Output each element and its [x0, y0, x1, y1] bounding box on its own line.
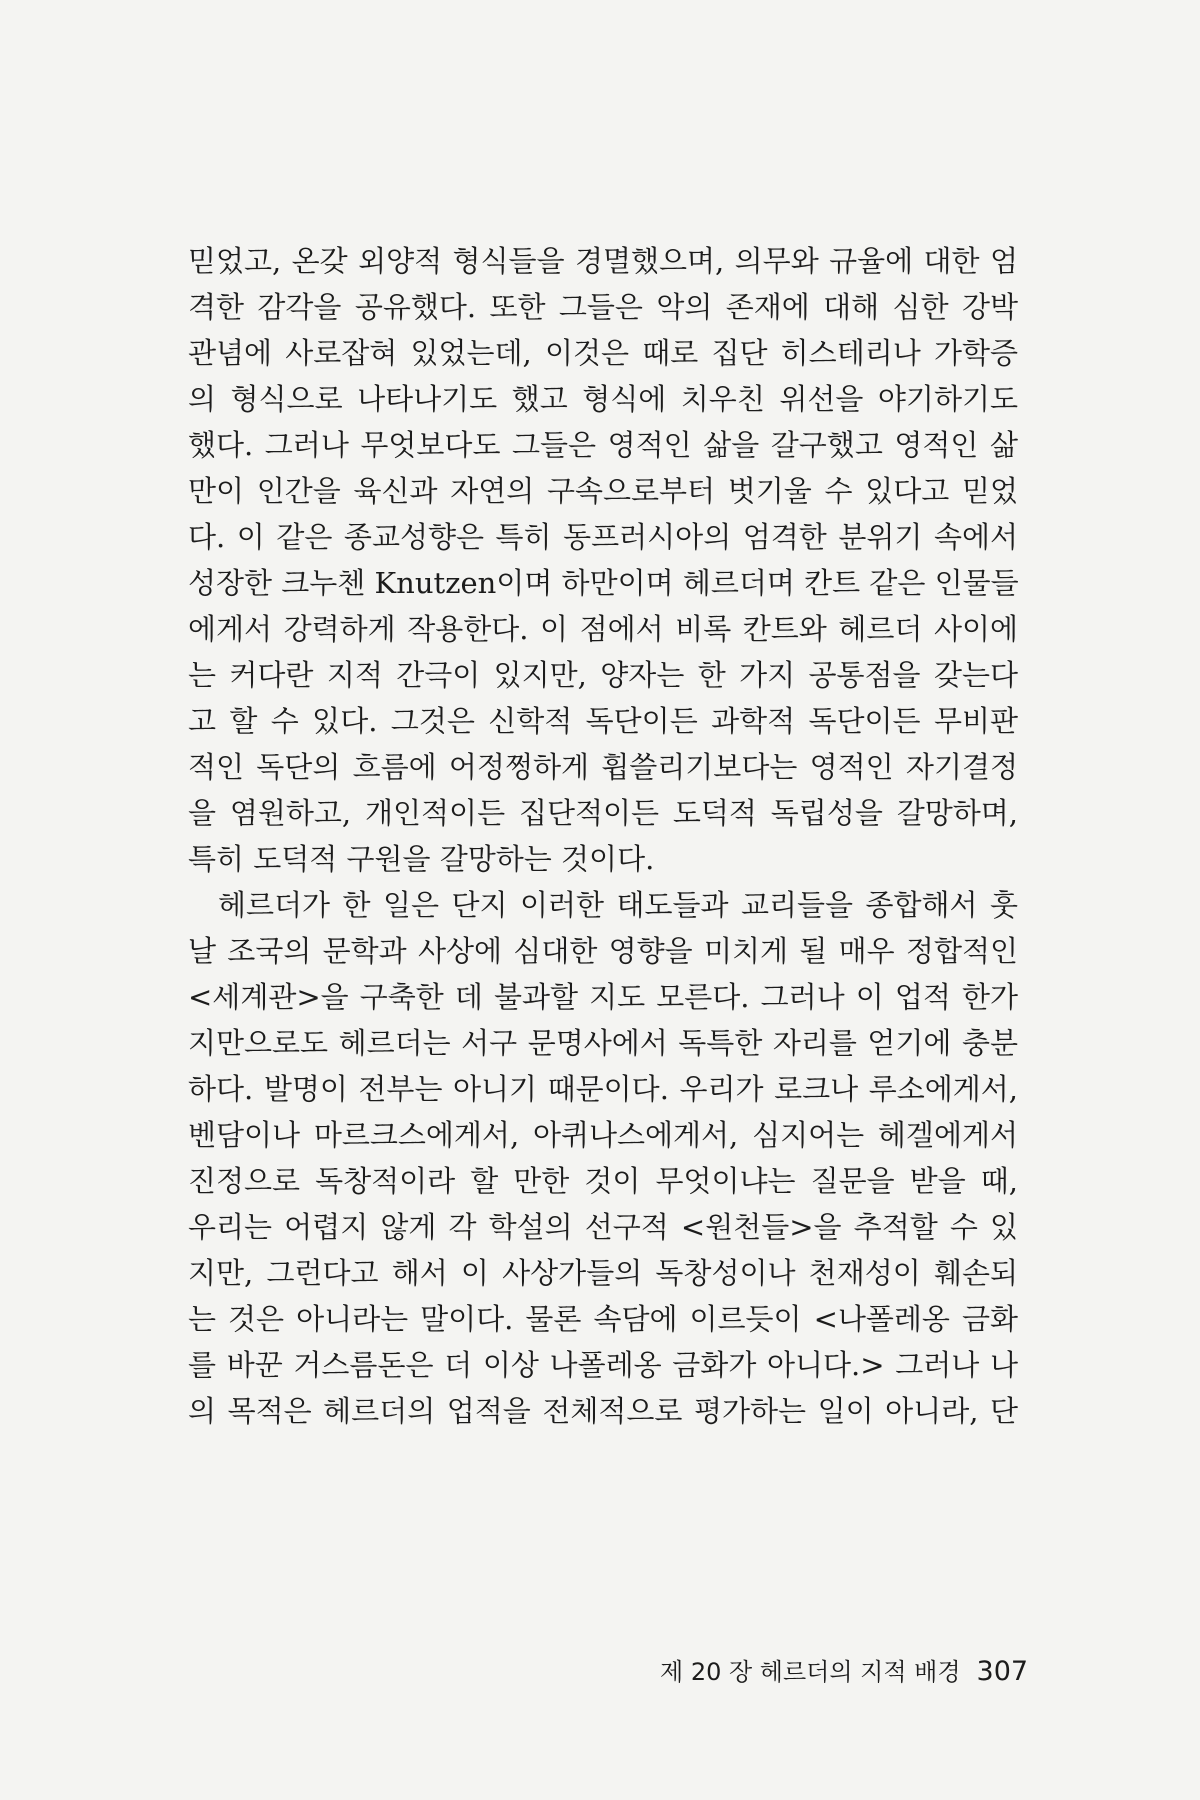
- text-line: 관념에 사로잡혀 있었는데, 이것은 때로 집단 히스테리나 가학증: [188, 336, 1018, 370]
- text-line: 지만, 그런다고 해서 이 사상가들의 독창성이나 천재성이 훼손되: [188, 1256, 1018, 1290]
- text-line: 를 바꾼 거스름돈은 더 이상 나폴레옹 금화가 아니다.> 그러나 나: [188, 1348, 1018, 1382]
- text-line: 지만으로도 헤르더는 서구 문명사에서 독특한 자리를 얻기에 충분: [188, 1026, 1018, 1060]
- text-line: 만이 인간을 육신과 자연의 구속으로부터 벗기울 수 있다고 믿었: [188, 474, 1018, 508]
- page-footer: [660, 1652, 1029, 1687]
- text-line: 특히 도덕적 구원을 갈망하는 것이다.: [188, 842, 655, 876]
- paragraph: [188, 238, 1018, 882]
- text-line: 격한 감각을 공유했다. 또한 그들은 악의 존재에 대해 심한 강박: [188, 290, 1018, 324]
- text-line: <세계관>을 구축한 데 불과할 지도 모른다. 그러나 이 업적 한가: [188, 980, 1018, 1014]
- text-line: 하다. 발명이 전부는 아니기 때문이다. 우리가 로크나 루소에게서,: [188, 1072, 1018, 1106]
- text-line: 했다. 그러나 무엇보다도 그들은 영적인 삶을 갈구했고 영적인 삶: [188, 428, 1018, 462]
- text-line: 진정으로 독창적이라 할 만한 것이 무엇이냐는 질문을 받을 때,: [188, 1164, 1018, 1198]
- text-line: 우리는 어렵지 않게 각 학설의 선구적 <원천들>을 추적할 수 있: [188, 1210, 1018, 1244]
- text-line: 다. 이 같은 종교성향은 특히 동프러시아의 엄격한 분위기 속에서: [188, 520, 1018, 554]
- running-head: 제 20 장 헤르더의 지적 배경: [660, 1658, 961, 1686]
- text-line: 고 할 수 있다. 그것은 신학적 독단이든 과학적 독단이든 무비판: [188, 704, 1018, 738]
- paragraph: [188, 882, 1018, 1434]
- text-line: 적인 독단의 흐름에 어정쩡하게 휩쓸리기보다는 영적인 자기결정: [188, 750, 1018, 784]
- text-line: 벤담이나 마르크스에게서, 아퀴나스에게서, 심지어는 헤겔에게서: [188, 1118, 1018, 1152]
- text-line: 에게서 강력하게 작용한다. 이 점에서 비록 칸트와 헤르더 사이에: [188, 612, 1018, 646]
- text-line: 을 염원하고, 개인적이든 집단적이든 도덕적 독립성을 갈망하며,: [188, 796, 1018, 830]
- text-line: 날 조국의 문학과 사상에 심대한 영향을 미치게 될 매우 정합적인: [188, 934, 1018, 968]
- text-line: 헤르더가 한 일은 단지 이러한 태도들과 교리들을 종합해서 훗: [218, 888, 1018, 922]
- text-line: 의 형식으로 나타나기도 했고 형식에 치우친 위선을 야기하기도: [188, 382, 1018, 416]
- page-number: 307: [976, 1656, 1029, 1687]
- text-line: 는 커다란 지적 간극이 있지만, 양자는 한 가지 공통점을 갖는다: [188, 658, 1018, 692]
- text-line: 성장한 크누첸 Knutzen이며 하만이며 헤르더며 칸트 같은 인물들: [188, 566, 1019, 600]
- text-line: 의 목적은 헤르더의 업적을 전체적으로 평가하는 일이 아니라, 단: [188, 1394, 1018, 1428]
- body-text: [188, 238, 1018, 1434]
- text-line: 믿었고, 온갖 외양적 형식들을 경멸했으며, 의무와 규율에 대한 엄: [188, 244, 1018, 278]
- text-line: 는 것은 아니라는 말이다. 물론 속담에 이르듯이 <나폴레옹 금화: [188, 1302, 1018, 1336]
